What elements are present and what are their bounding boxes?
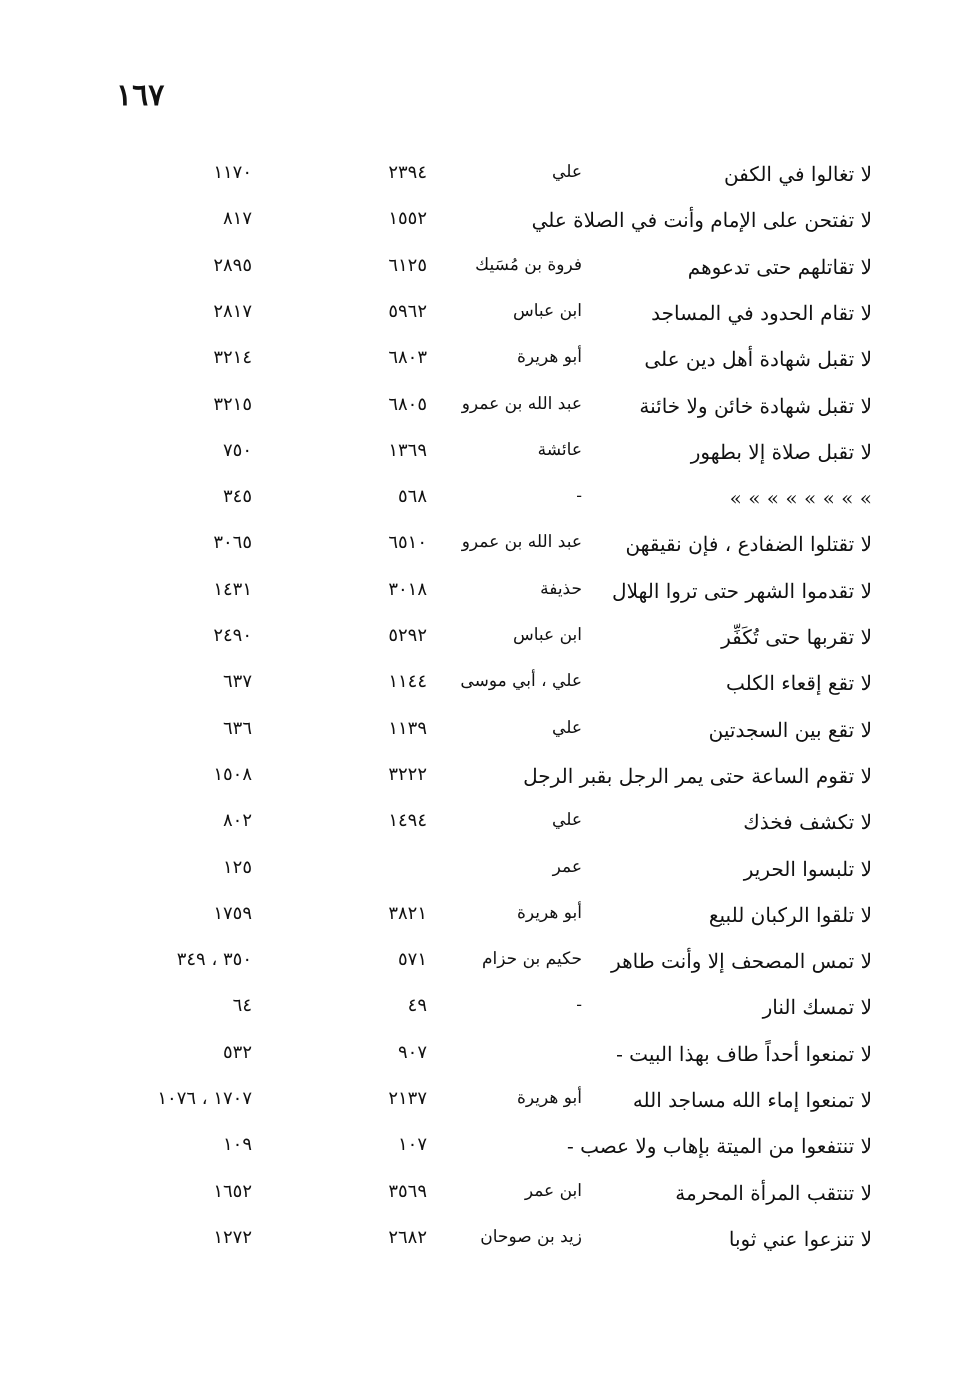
page-ref: ١٧٠٧ ، ١٠٧٦ bbox=[157, 1088, 252, 1109]
narrator: ابن عباس bbox=[512, 300, 582, 321]
narrator: حكيم بن حزام bbox=[482, 949, 582, 970]
hadith-number: ٩٠٧ bbox=[397, 1041, 427, 1063]
hadith-text: لا تغالوا في الكفن bbox=[723, 162, 872, 186]
page-ref: ٢٨١٧ bbox=[213, 300, 252, 322]
index-row bbox=[0, 486, 957, 532]
page-ref: ١٠٩ bbox=[222, 1134, 252, 1156]
index-row bbox=[0, 394, 957, 440]
hadith-number: ١٣٦٩ bbox=[388, 439, 427, 461]
narrator: ابن عمر bbox=[524, 1180, 582, 1201]
index-row bbox=[0, 625, 957, 671]
hadith-number: ١١٣٩ bbox=[388, 717, 427, 739]
hadith-number: ٥٩٦٢ bbox=[388, 300, 427, 322]
narrator: - bbox=[576, 486, 582, 507]
hadith-number: ٢٣٩٤ bbox=[388, 162, 427, 183]
page-ref: ١٧٥٩ bbox=[213, 902, 252, 924]
index-row bbox=[0, 255, 957, 301]
page-ref: ٧٥٠ bbox=[222, 439, 252, 461]
hadith-number: ٤٩ bbox=[407, 995, 427, 1017]
index-row bbox=[0, 1042, 957, 1088]
narrator: حذيفة bbox=[540, 578, 582, 599]
index-row bbox=[0, 532, 957, 578]
narrator: عبد الله بن عمرو bbox=[461, 393, 582, 414]
hadith-number: ١٤٩٤ bbox=[388, 810, 427, 832]
hadith-number: ٦٨٠٥ bbox=[388, 393, 427, 415]
page-ref: ٨٠٢ bbox=[222, 810, 252, 832]
index-row bbox=[0, 1088, 957, 1134]
narrator: علي bbox=[552, 810, 582, 831]
page-ref: ١٢٧٢ bbox=[213, 1226, 252, 1248]
hadith-text: لا تقبل شهادة أهل دين على bbox=[644, 347, 872, 372]
hadith-number: ٣٨٢١ bbox=[388, 902, 427, 924]
hadith-number: ٦١٢٥ bbox=[388, 254, 427, 276]
narrator: فروة بن مُسَيك bbox=[475, 254, 582, 275]
hadith-text: لا تقع إقعاء الكلب bbox=[725, 671, 872, 696]
narrator: أبو هريرة bbox=[516, 902, 582, 923]
page-ref: ٦٣٧ bbox=[222, 671, 252, 693]
narrator: علي ، أبي موسى bbox=[460, 671, 582, 692]
index-row bbox=[0, 162, 957, 208]
page-ref: ٣٢١٤ bbox=[213, 347, 252, 369]
index-row bbox=[0, 1134, 957, 1180]
index-row bbox=[0, 718, 957, 764]
hadith-number: ٥٦٨ bbox=[397, 486, 427, 508]
hadith-text: لا تقدموا الشهر حتى تروا الهلال bbox=[612, 578, 872, 603]
hadith-text: لا تقتلوا الضفادع ، فإن نقيقهن bbox=[625, 532, 872, 557]
index-row bbox=[0, 857, 957, 903]
page-ref: ٣٢١٥ bbox=[213, 393, 252, 415]
index-row bbox=[0, 579, 957, 625]
index-row bbox=[0, 903, 957, 949]
narrator: أبو هريرة bbox=[516, 347, 582, 368]
narrator: علي bbox=[552, 717, 582, 738]
hadith-text: لا تقبل شهادة خائن ولا خائنة bbox=[639, 393, 872, 418]
page-ref: ١٢٥ bbox=[222, 856, 252, 878]
hadith-number: ١٠٧ bbox=[397, 1134, 427, 1156]
narrator: عائشة bbox=[537, 439, 582, 460]
hadith-number: ٣٢٢٢ bbox=[388, 763, 427, 785]
hadith-text: لا تقبل صلاة إلا بطهور bbox=[690, 439, 872, 464]
hadith-text: لا تنتفعوا من الميتة بإهاب ولا عصب - bbox=[566, 1134, 872, 1159]
page-number: ١٦٧ bbox=[116, 78, 165, 113]
page-ref: ١٥٠٨ bbox=[213, 763, 252, 785]
hadith-text: لا تكشف فخذك bbox=[743, 810, 872, 835]
page-ref: ٥٣٢ bbox=[222, 1041, 252, 1063]
hadith-text: لا تلقوا الركبان للبيع bbox=[708, 902, 872, 927]
page-ref: ٦٣٦ bbox=[222, 717, 252, 739]
page-ref: ٣٠٦٥ bbox=[213, 532, 252, 554]
hadith-text: لا تقاتلهم حتى تدعوهم bbox=[687, 254, 872, 279]
hadith-text: لا تمنعوا أحداً طاف بهذا البيت - bbox=[616, 1041, 872, 1066]
narrator: عمر bbox=[552, 856, 582, 877]
hadith-number: ٦٨٠٣ bbox=[388, 347, 427, 369]
hadith-text: » » » » » » » » bbox=[729, 486, 872, 511]
narrator: - bbox=[576, 995, 582, 1016]
hadith-number: ٢١٣٧ bbox=[388, 1088, 427, 1109]
index-row bbox=[0, 1227, 957, 1273]
page-ref: ٣٤٥ bbox=[222, 486, 252, 508]
index-row bbox=[0, 1181, 957, 1227]
index-row bbox=[0, 440, 957, 486]
index-row bbox=[0, 347, 957, 393]
hadith-text: لا تمسك النار bbox=[762, 995, 872, 1020]
index-row bbox=[0, 995, 957, 1041]
index-row bbox=[0, 208, 957, 254]
hadith-text: لا تمس المصحف إلا وأنت طاهر bbox=[611, 949, 872, 974]
hadith-text: لا تقع بين السجدتين bbox=[708, 717, 872, 742]
hadith-text: لا تنزعوا عني ثوبا bbox=[728, 1226, 872, 1251]
hadith-text: لا تلبسوا الحرير bbox=[743, 856, 872, 881]
page-ref: ٨١٧ bbox=[222, 208, 252, 230]
page-ref: ٦٤ bbox=[232, 995, 252, 1017]
narrator: زيد بن صوحان bbox=[480, 1226, 582, 1247]
page-ref: ١٤٣١ bbox=[213, 578, 252, 600]
hadith-text: لا تقربها حتى تُكَفِّر bbox=[721, 625, 872, 649]
hadith-text: لا تنتقب المرأة المحرمة bbox=[675, 1180, 872, 1205]
hadith-number: ٣٥٦٩ bbox=[388, 1180, 427, 1202]
narrator: عبد الله بن عمرو bbox=[461, 532, 582, 553]
page-ref: ١٦٥٢ bbox=[213, 1180, 252, 1202]
narrator: ابن عباس bbox=[512, 625, 582, 645]
hadith-text: لا تقوم الساعة حتى يمر الرجل بقبر الرجل bbox=[523, 763, 872, 788]
page-ref: ٢٤٩٠ bbox=[213, 625, 252, 646]
narrator: أبو هريرة bbox=[516, 1088, 582, 1108]
hadith-number: ٥٢٩٢ bbox=[388, 625, 427, 646]
hadith-number: ١١٤٤ bbox=[388, 671, 427, 693]
index-row bbox=[0, 949, 957, 995]
index-row bbox=[0, 810, 957, 856]
hadith-number: ٥٧١ bbox=[397, 949, 427, 971]
hadith-number: ٣٠١٨ bbox=[388, 578, 427, 600]
index-row bbox=[0, 301, 957, 347]
hadith-text: لا تمنعوا إماء الله مساجد الله bbox=[632, 1088, 872, 1112]
page-ref: ٢٨٩٥ bbox=[213, 254, 252, 276]
index-row bbox=[0, 764, 957, 810]
hadith-number: ١٥٥٢ bbox=[388, 208, 427, 230]
index-row bbox=[0, 671, 957, 717]
page-ref: ٣٥٠ ، ٣٤٩ bbox=[176, 949, 252, 971]
hadith-text: لا تفتحن على الإمام وأنت في الصلاة علي bbox=[531, 208, 872, 233]
hadith-number: ٢٦٨٢ bbox=[388, 1226, 427, 1248]
hadith-number: ٦٥١٠ bbox=[388, 532, 427, 554]
page-ref: ١١٧٠ bbox=[213, 162, 252, 183]
hadith-text: لا تقام الحدود في المساجد bbox=[651, 300, 872, 325]
narrator: علي bbox=[552, 162, 582, 182]
